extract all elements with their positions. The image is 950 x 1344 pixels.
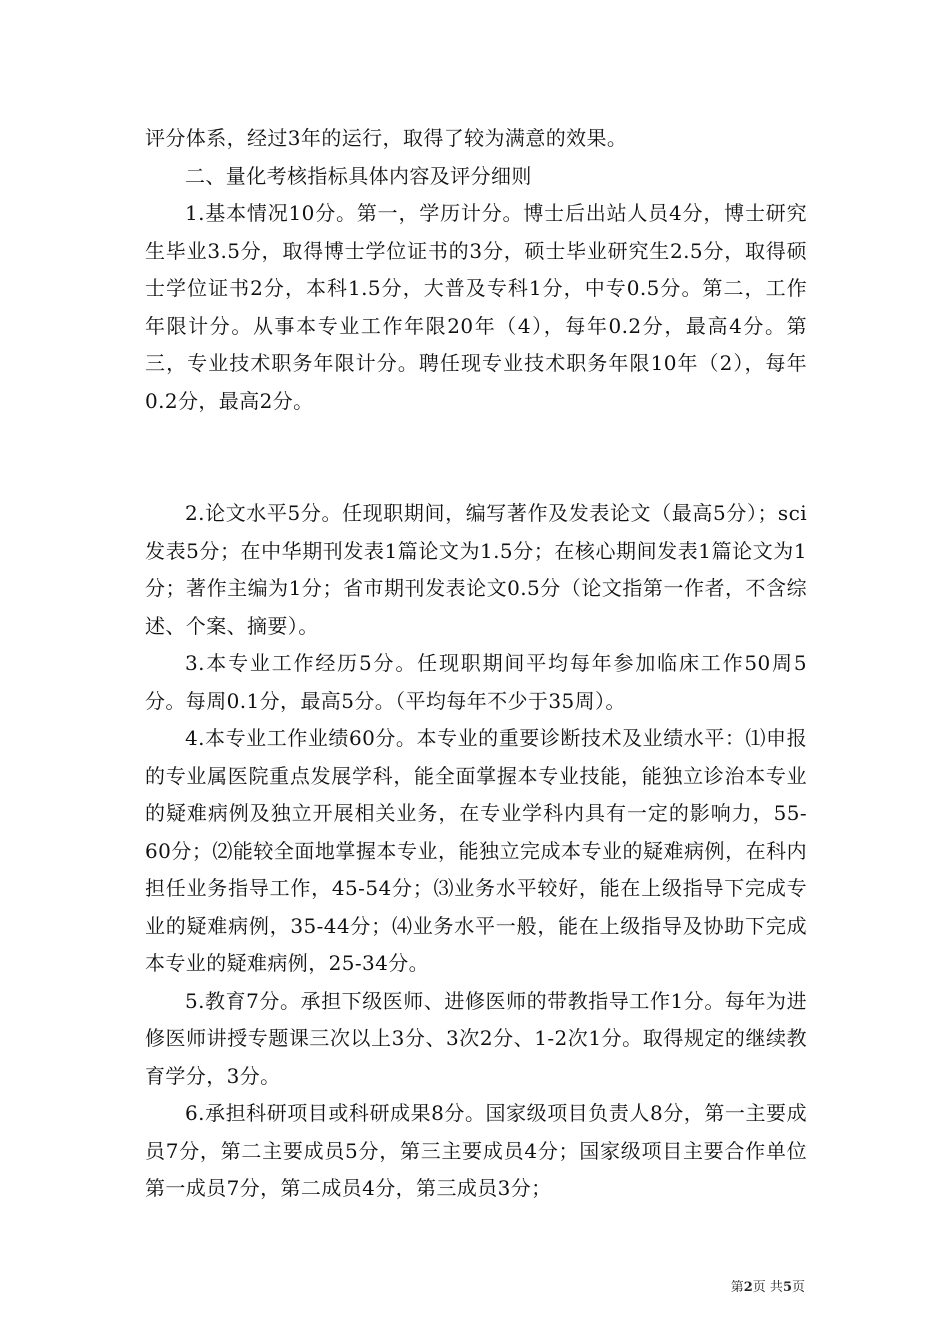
document-body [145, 120, 807, 1208]
paragraph-basic-info: 1.基本情况10分。第一，学历计分。博士后出站人员4分，博士研究生毕业3.5分，取得博士学位证书的3分，硕士毕业研究生2.5分，取得硕士学位证书2分，本科1.5分，大普及专科1分，中专0.5分。第二，工作年限计分。从事本专业工作年限20年（4），每年0.2分，最高4分。第三，专业技术职务年限计分。聘任现专业技术职务年限10年（2），每年0.2分，最高2分。 [145, 201, 807, 413]
footer-prefix: 第 [730, 1280, 744, 1295]
paragraph-education: 5.教育7分。承担下级医师、进修医师的带教指导工作1分。每年为进修医师讲授专题课三次以上3分、3次2分、1-2次1分。取得规定的继续教育学分，3分。 [145, 988, 807, 1088]
footer-suffix: 页 [791, 1280, 805, 1295]
paragraph-work-performance: 4.本专业工作业绩60分。本专业的重要诊断技术及业绩水平：⑴申报的专业属医院重点发展学科，能全面掌握本专业技能，能独立诊治本专业的疑难病例及独立开展相关业务，在专业学科内具有一定的影响力，55-60分；⑵能较全面地掌握本专业，能独立完成本专业的疑难病例，在科内担任业务指导工作，45-54分；⑶业务水平较好，能在上级指导下完成专业的疑难病例，35-44分；⑷业务水平一般，能在上级指导及协助下完成本专业的疑难病例，25-34分。 [145, 726, 807, 975]
paragraph-paper-level: 2.论文水平5分。任现职期间，编写著作及发表论文（最高5分）；sci发表5分；在中华期刊发表1篇论文为1.5分；在核心期间发表1篇论文为1分；著作主编为1分；省市期刊发表论文0.5分（论文指第一作者，不含综述、个案、摘要）。 [145, 501, 807, 638]
paragraph-intro-continuation: 评分体系，经过3年的运行，取得了较为满意的效果。 [145, 126, 628, 150]
total-page-number: 5 [782, 1280, 792, 1295]
paragraph-research: 6.承担科研项目或科研成果8分。国家级项目负责人8分，第一主要成员7分，第二主要成员5分，第三主要成员4分；国家级项目主要合作单位第一成员7分，第二成员4分，第三成员3分； [145, 1101, 807, 1200]
paragraph-work-experience: 3.本专业工作经历5分。任现职期间平均每年参加临床工作50周5分。每周0.1分，最高5分。（平均每年不少于35周）。 [145, 651, 807, 713]
section-heading: 二、量化考核指标具体内容及评分细则 [185, 163, 532, 188]
current-page-number: 2 [743, 1280, 753, 1295]
page-number-footer [0, 1276, 805, 1295]
footer-middle: 页 共 [752, 1280, 783, 1295]
